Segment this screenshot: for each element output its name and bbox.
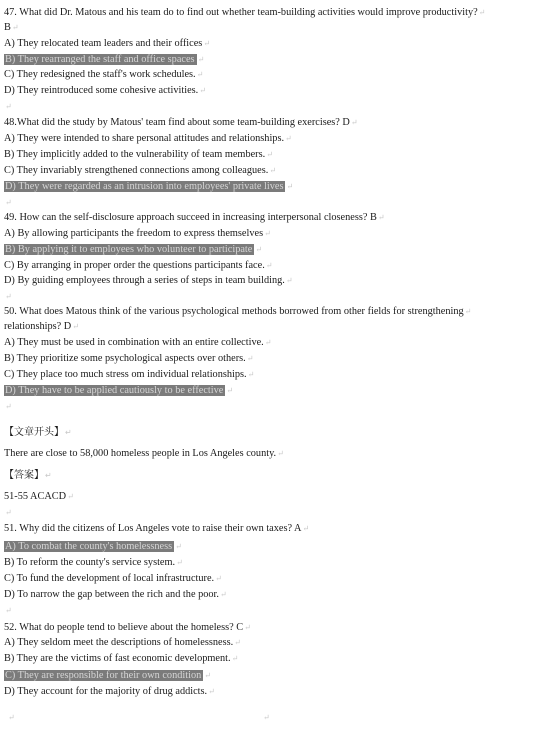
paragraph-mark-icon: ↵ [269,166,277,175]
paragraph-mark-icon: ↵ [377,213,385,222]
line-text: C) They redesigned the staff's work schedules. [4,69,196,80]
blank-line [4,506,12,519]
line-text: D) They reintroduced some cohesive activities. [4,85,199,96]
line-text: B [4,22,11,33]
paragraph-mark-icon: ↵ [5,198,12,207]
line-text: A) They seldom meet the descriptions of homelessness. [4,637,234,648]
paragraph-mark-icon: ↵ [8,713,15,722]
line-text: 48.What did the study by Matous' team find about some team-building exercises? D [4,117,350,128]
paragraph-mark-icon: ↵ [246,354,254,363]
paragraph-mark-icon: ↵ [5,402,12,411]
line-text: A) They must be used in combination with an entire collective. [4,337,264,348]
text-line [4,84,206,97]
paragraph-mark-icon: ↵ [234,638,241,647]
line-text: relationships? D [4,321,72,332]
text-line [4,21,19,34]
highlighted-answer: B) They rearranged the staff and office spaces [5,54,195,65]
blank-line [4,196,12,209]
paragraph-mark-icon: ↵ [175,542,182,551]
paragraph-mark-icon: ↵ [72,322,79,331]
highlighted-answer: B) By applying it to employees who volunteer to participate [5,244,253,255]
paragraph-mark-icon: ↵ [5,102,12,111]
line-text: 【答案】 [4,470,44,481]
paragraph-mark-icon: ↵ [5,606,12,615]
text-line [4,211,385,224]
highlighted-answer: D) They were regarded as an intrusion into employees' private lives [5,181,284,192]
paragraph-mark-icon: ↵ [204,671,211,680]
section-heading [4,426,72,439]
paragraph-mark-icon: ↵ [5,508,12,517]
section-heading [4,469,52,482]
text-line [4,336,271,349]
line-text: A) They relocated team leaders and their offices [4,38,203,49]
text-line [4,37,210,50]
paragraph-mark-icon: ↵ [264,338,272,347]
paragraph-mark-icon: ↵ [350,118,358,127]
line-text: C) They place too much stress om individual relationships. [4,369,247,380]
line-text: D) By guiding employees through a series of steps in team building. [4,275,285,286]
paragraph-mark-icon: ↵ [265,261,273,270]
line-text: D) They account for the majority of drug addicts. [4,686,208,697]
line-text: 52. What do people tend to believe about the homeless? C [4,622,244,633]
blank-line [4,290,12,303]
line-text: D) To narrow the gap between the rich and the poor. [4,589,219,600]
paragraph-mark-icon: ↵ [277,449,284,458]
line-text: C) They invariably strengthened connections among colleagues. [4,165,269,176]
paragraph-mark-icon: ↵ [302,524,310,533]
text-line [4,132,292,145]
text-line [4,685,215,698]
line-text: B) To reform the county's service system. [4,557,176,568]
paragraph-mark-icon: ↵ [231,654,239,663]
highlighted-answer: C) They are responsible for their own condition [5,670,202,681]
text-line [4,68,203,81]
paragraph-mark-icon: ↵ [11,23,19,32]
text-line [4,116,358,129]
paragraph-mark-icon: ↵ [208,687,215,696]
line-text: 47. What did Dr. Matous and his team do to find out whether team-building activities would improve productivity? [4,7,478,18]
text-line [4,259,272,272]
text-line [4,227,271,240]
blank-line [4,100,12,113]
text-line [4,368,254,381]
line-text: There are close to 58,000 homeless people in Los Angeles county. [4,448,277,459]
paragraph-mark-icon: ↵ [264,229,271,238]
text-line [4,556,183,569]
text-line [4,588,227,601]
paragraph-mark-icon: ↵ [285,276,293,285]
paragraph-mark-icon: ↵ [203,39,211,48]
line-text: 51. Why did the citizens of Los Angeles vote to raise their own taxes? A [4,523,302,534]
paragraph-mark-icon: ↵ [219,590,227,599]
text-line [4,274,293,287]
paragraph-mark-icon: ↵ [255,245,263,254]
text-line [4,572,222,585]
paragraph-mark-icon: ↵ [196,70,204,79]
text-line [4,540,182,553]
text-line [4,636,241,649]
paragraph-mark-icon: ↵ [176,558,183,567]
text-line [4,652,238,665]
highlighted-answer: D) They have to be applied cautiously to be effective [5,385,224,396]
paragraph-mark-icon: ↵ [478,8,486,17]
line-text: 50. What does Matous think of the various psychological methods borrowed from other fields for strengthening [4,306,464,317]
line-text: C) To fund the development of local infrastructure. [4,573,215,584]
paragraph-mark-icon: ↵ [199,86,206,95]
paragraph-mark-icon: ↵ [266,150,273,159]
paragraph-mark-icon: ↵ [285,134,292,143]
text-line [4,522,309,535]
text-line [4,53,204,66]
text-line [4,320,79,333]
text-line [4,305,471,318]
paragraph-mark-icon: ↵ [67,492,74,501]
paragraph-mark-icon: ↵ [247,370,255,379]
text-line [4,243,262,256]
line-text: B) They prioritize some psychological aspects over others. [4,353,246,364]
text-line [4,447,284,460]
highlighted-answer: A) To combat the county's homelessness [5,541,173,552]
line-text: 49. How can the self-disclosure approach succeed in increasing interpersonal closeness? B [4,212,377,223]
paragraph-mark-icon: ↵ [215,574,222,583]
line-text: A) They were intended to share personal attitudes and relationships. [4,133,285,144]
line-text: A) By allowing participants the freedom to express themselves [4,228,264,239]
line-text: 51-55 ACACD [4,491,67,502]
text-line [4,352,253,365]
blank-line [4,400,12,413]
paragraph-mark-icon: ↵ [5,292,12,301]
text-line [4,384,233,397]
paragraph-mark-icon: ↵ [464,307,472,316]
text-line [4,164,276,177]
paragraph-mark-icon: ↵ [226,386,234,395]
paragraph-mark-icon: ↵ [286,182,294,191]
paragraph-mark-icon: ↵ [197,55,205,64]
paragraph-mark-icon: ↵ [65,428,72,437]
line-text: B) They are the victims of fast economic development. [4,653,231,664]
line-text: 【文章开头】 [4,427,64,438]
text-line [4,490,74,503]
text-line [4,621,251,634]
paragraph-mark-icon: ↵ [45,471,52,480]
line-text: B) They implicitly added to the vulnerability of team members. [4,149,266,160]
paragraph-mark-icon: ↵ [263,713,270,722]
text-line [4,148,273,161]
text-line [4,669,211,682]
paragraph-mark-icon: ↵ [244,623,251,632]
text-line [4,6,485,19]
blank-line [4,604,12,617]
text-line [4,180,293,193]
line-text: C) By arranging in proper order the questions participants face. [4,260,265,271]
